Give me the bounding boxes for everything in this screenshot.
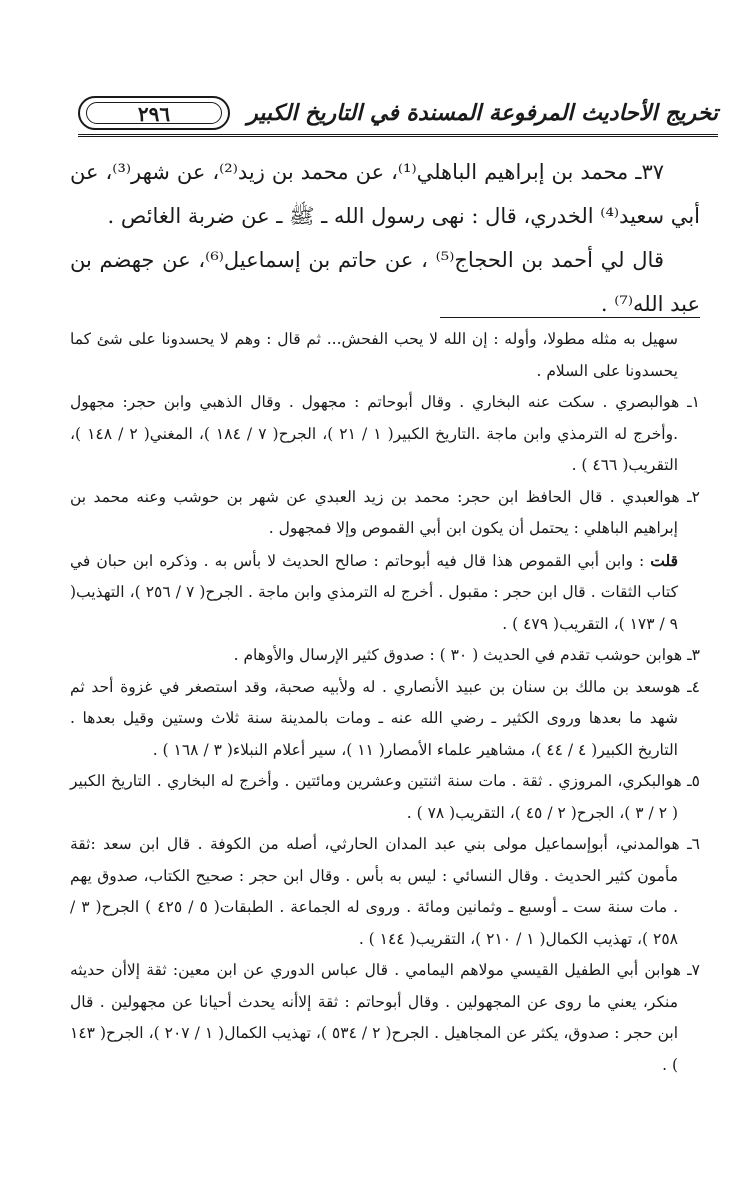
footnote-continuation: سهيل به مثله مطولا، وأوله : إن الله لا يحب الفحش... ثم قال : وهم لا يحسدونا على شئ كما يحسدونا على السلام . bbox=[70, 330, 678, 380]
running-title: تخريج الأحاديث المرفوعة المسندة في التاريخ الكبير bbox=[247, 100, 718, 126]
footnote-6: ٦ـ هوالمدني، أبوإسماعيل مولى بني عبد المدان الحارثي، أصله من الكوفة . قال ابن سعد :ثقة مأمون كثير الحديث . وقال النسائي : ليس به بأس . وقال ابن حجر : صحيح الكتاب، صدوق يهم . مات سنة ست ـ أوسبع ـ وثمانين ومائة . وروى له الجماعة . الطبقات( ٥ / ٤٢٥ ) الجرح( ٣ / ٢٥٨ )، تهذيب الكمال( ١ / ٢١٠ )، التقريب( ١٤٤ ) . bbox=[70, 835, 700, 948]
isnad-paragraph: قال لي أحمد بن الحجاج⁽⁵⁾ ، عن حاتم بن إسماعيل⁽⁶⁾، عن جهضم بن عبد الله⁽⁷⁾ . bbox=[70, 248, 700, 316]
footnote-3: ٣ـ هوابن حوشب تقدم في الحديث ( ٣٠ ) : صدوق كثير الإرسال والأوهام . bbox=[233, 646, 700, 664]
page-number-badge bbox=[78, 96, 230, 130]
main-text bbox=[70, 150, 700, 326]
footnotes bbox=[70, 324, 700, 1081]
footnote-1: ١ـ هوالبصري . سكت عنه البخاري . وقال أبوحاتم : مجهول . وقال الذهبي وابن حجر: مجهول .وأخرج له الترمذي وابن ماجة .التاريخ الكبير( ١ / ٢١ )، الجرح( ٧ / ١٨٤ )، المغني( ٢ / ١٤٨ )، التقريب( ٤٦٦ ) . bbox=[70, 393, 700, 474]
footnote-2: ٢ـ هوالعبدي . قال الحافظ ابن حجر: محمد بن زيد العبدي عن شهر بن حوشب وعنه محمد بن إبراهيم الباهلي : يحتمل أن يكون ابن أبي القموص وإلا فمجهول . bbox=[70, 487, 700, 537]
footnote-divider bbox=[440, 317, 700, 318]
footnote-5: ٥ـ هوالبكري، المروزي . ثقة . مات سنة اثنتين وعشرين ومائتين . وأخرج له البخاري . التاريخ الكبير ( ٢ / ٣ )، الجرح( ٢ / ٤٥ )، التقريب( ٧٨ ) . bbox=[70, 772, 700, 822]
hadith-paragraph: ٣٧ـ محمد بن إبراهيم الباهلي⁽¹⁾، عن محمد بن زيد⁽²⁾، عن شهر⁽³⁾، عن أبي سعيد⁽⁴⁾ الخدري، قال : نهى رسول الله ـ ﷺ ـ عن ضربة الغائص . bbox=[70, 160, 700, 228]
qult-text: : وابن أبي القموص هذا قال فيه أبوحاتم : صالح الحديث لا بأس به . وذكره ابن حبان في كتاب الثقات . قال ابن حجر : مقبول . أخرج له الترمذي وابن ماجة . الجرح( ٧ / ٢٥٦ )، التهذيب( ٩ / ١٧٣ )، التقريب( ٤٧٩ ) . bbox=[70, 551, 678, 633]
page-number: ٢٩٦ bbox=[86, 102, 222, 124]
footnote-4: ٤ـ هوسعد بن مالك بن سنان بن عبيد الأنصاري . له ولأبيه صحبة، وقد استصغر في غزوة أحد ثم شهد ما بعدها وروى الكثير ـ رضي الله عنه ـ ومات بالمدينة سنة ثلاث وستين وقيل بعدها . التاريخ الكبير( ٤ / ٤٤ )، مشاهير علماء الأمصار( ١١ )، سير أعلام النبلاء( ٣ / ١٦٨ ) . bbox=[70, 677, 700, 759]
footnote-7: ٧ـ هوابن أبي الطفيل القيسي مولاهم اليمامي . قال عباس الدوري عن ابن معين: ثقة إلاأن حديثه منكر، يعني ما روى عن المجهولين . وقال أبوحاتم : ثقة إلاأنه يحدث أحيانا عن مجهولين . قال ابن حجر : صدوق، يكثر عن المجاهيل . الجرح( ٢ / ٥٣٤ )، تهذيب الكمال( ١ / ٢٠٧ )، الجرح( ١٤٣ ) . bbox=[70, 961, 700, 1074]
header-divider bbox=[78, 134, 718, 137]
qult-label: قلت bbox=[650, 550, 678, 570]
footnote-2-note bbox=[70, 545, 700, 641]
page-header bbox=[78, 96, 718, 144]
